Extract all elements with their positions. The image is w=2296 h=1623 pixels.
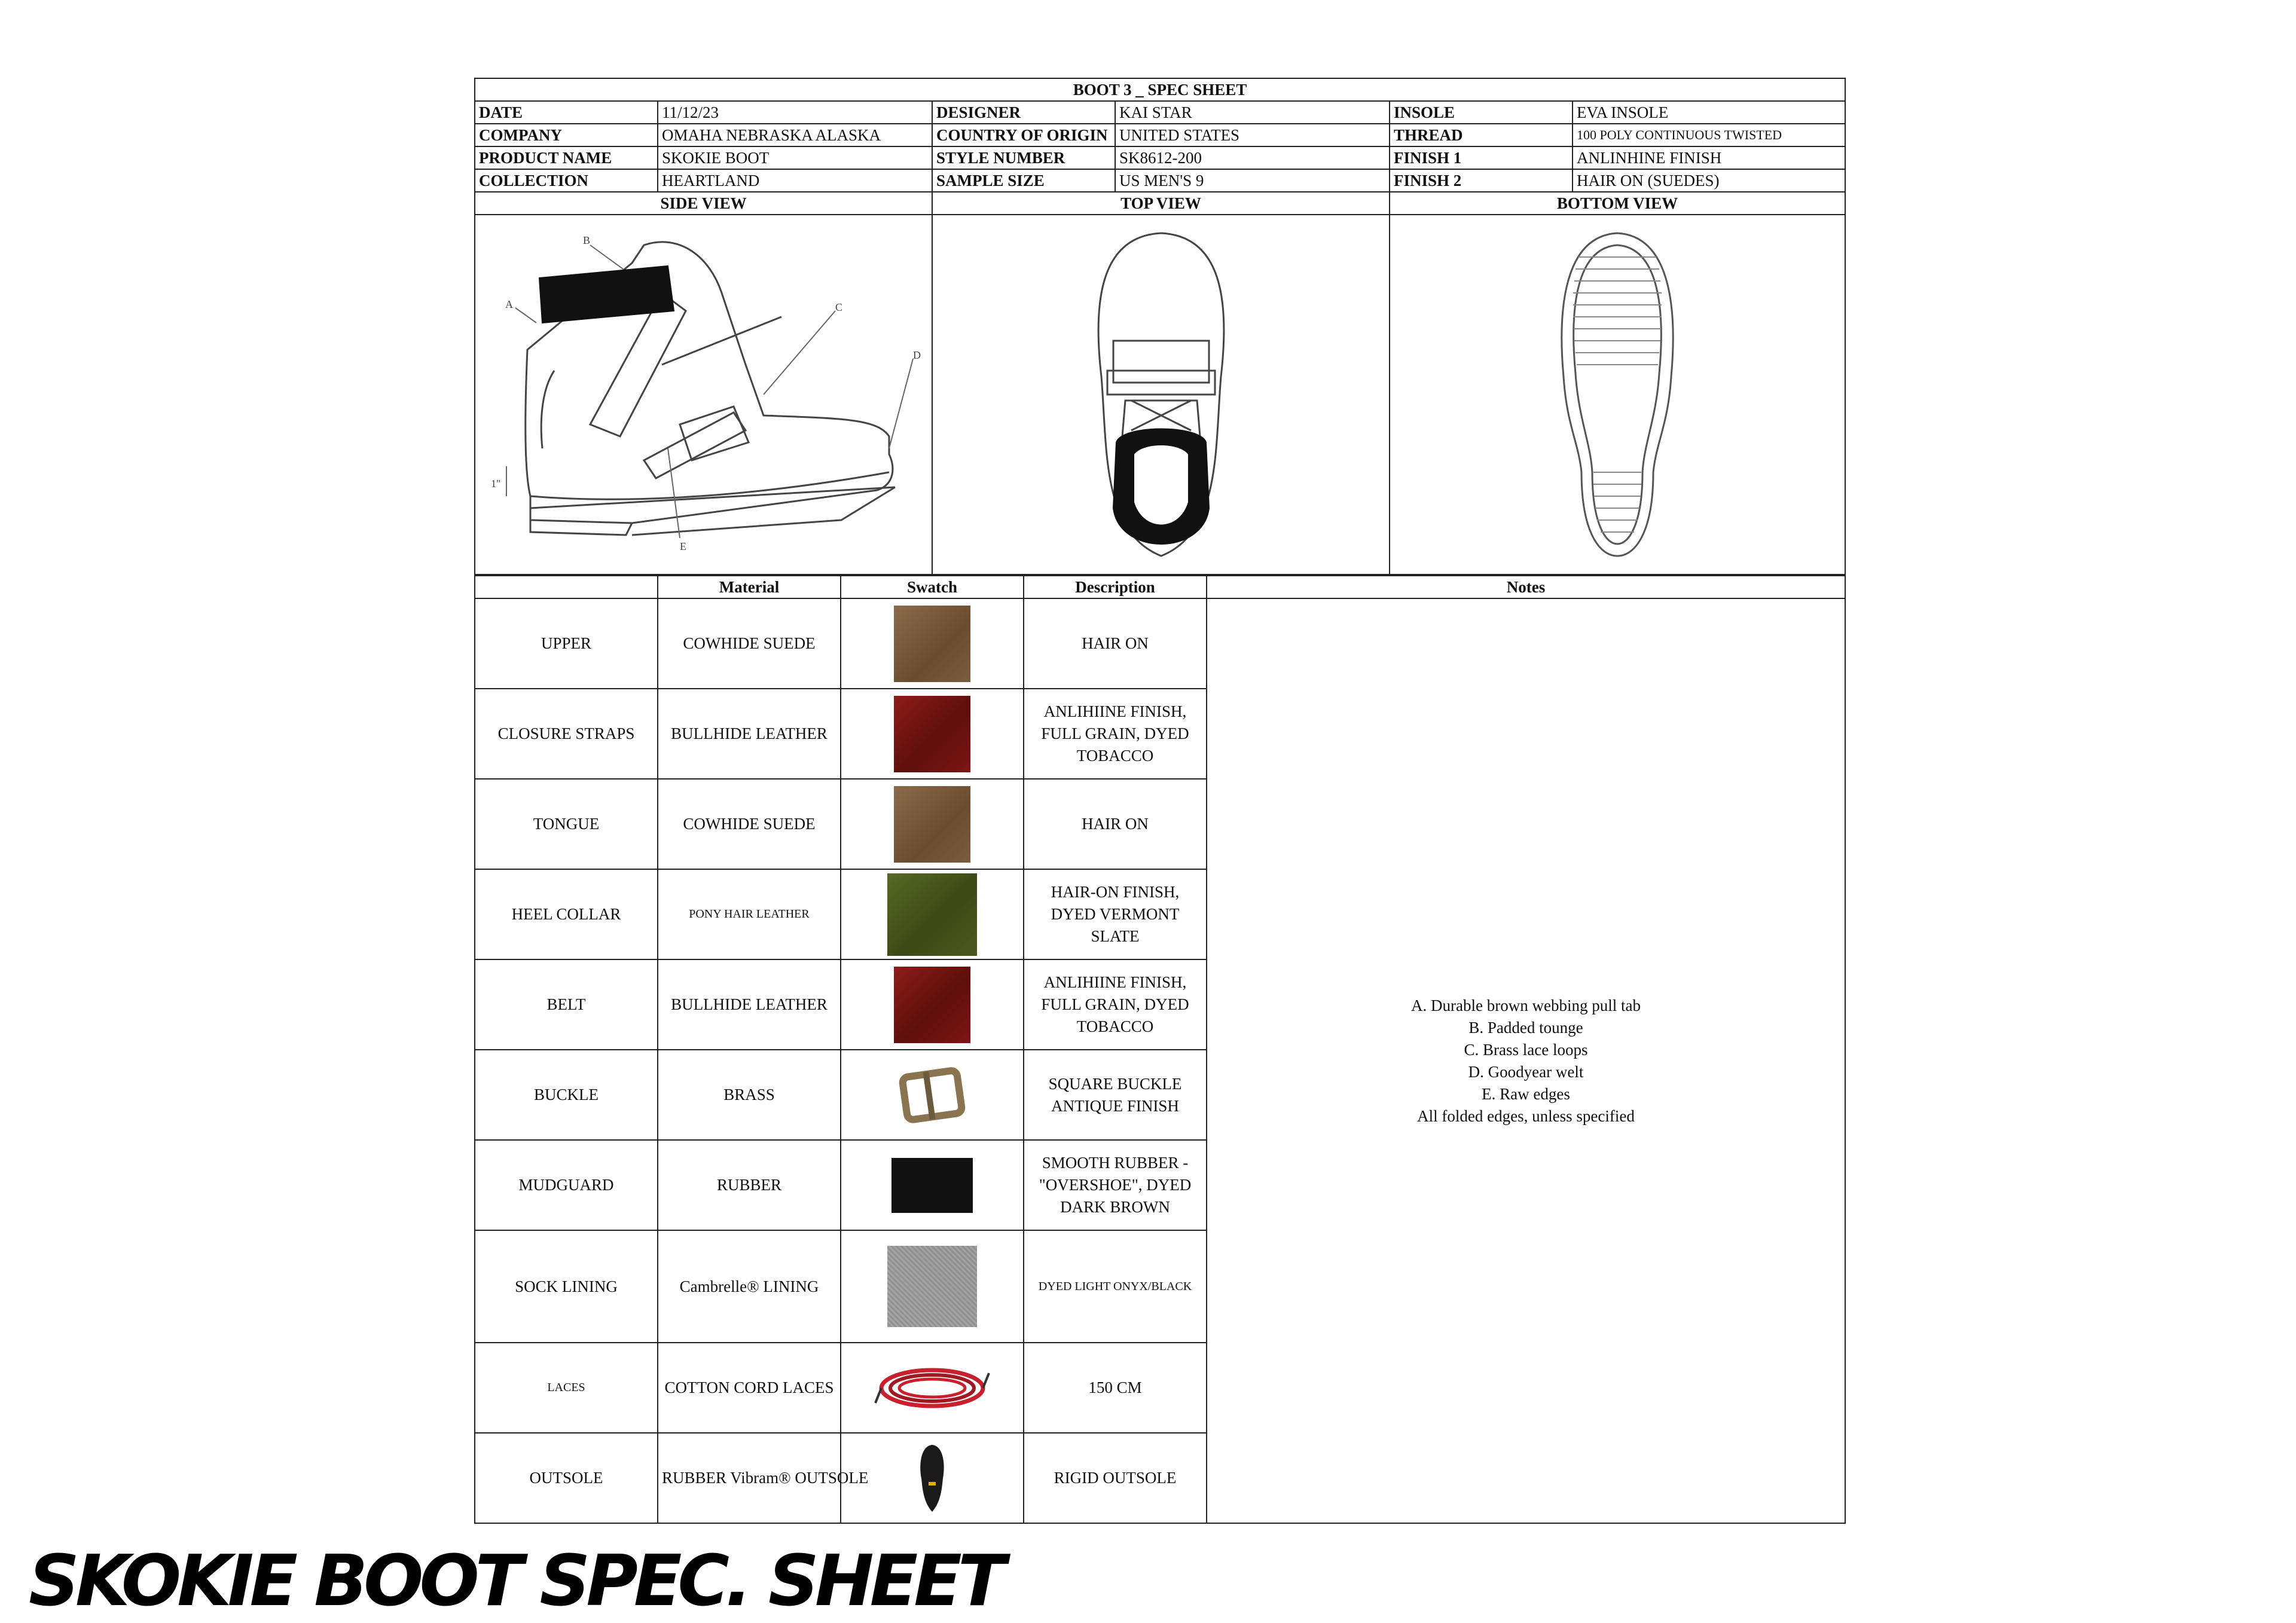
part-cell: UPPER [475,598,658,689]
description-cell: ANLIHIINE FINISH, FULL GRAIN, DYED TOBACCO [1024,689,1207,779]
callout-d: D [912,349,921,361]
green-pony-hair-swatch [887,873,977,956]
swatch-cell [841,1050,1024,1140]
note-a: A. Durable brown webbing pull tab [1411,996,1641,1014]
description-cell: HAIR ON [1024,598,1207,689]
callout-c: C [835,301,842,313]
material-cell: Cambrelle® LINING [658,1230,841,1343]
note-b: B. Padded tounge [1468,1018,1583,1037]
sheet-title: BOOT 3 _ SPEC SHEET [475,78,1845,101]
description-cell: HAIR ON [1024,779,1207,869]
material-cell: PONY HAIR LEATHER [658,869,841,959]
brown-suede-swatch [894,606,970,682]
material-cell: BULLHIDE LEATHER [658,959,841,1050]
red-leather-swatch [894,696,970,772]
description-cell: 150 CM [1024,1343,1207,1433]
product-name-label: PRODUCT NAME [475,146,658,169]
red-leather-swatch [894,967,970,1043]
sample-size-label: SAMPLE SIZE [932,169,1115,192]
designer-label: DESIGNER [932,101,1115,124]
boot-side-view-drawing [483,221,925,568]
description-cell: DYED LIGHT ONYX/BLACK [1024,1230,1207,1343]
bottom-view-heading: BOTTOM VIEW [1390,192,1845,215]
swatch-cell [841,1230,1024,1343]
part-cell: HEEL COLLAR [475,869,658,959]
insole-label: INSOLE [1390,101,1573,124]
part-cell: MUDGUARD [475,1140,658,1230]
top-view-panel [932,215,1390,574]
description-cell: SQUARE BUCKLE ANTIQUE FINISH [1024,1050,1207,1140]
note-c: C. Brass lace loops [1464,1040,1588,1059]
side-view-panel [475,215,932,574]
bottom-view-panel [1390,215,1845,574]
part-cell: CLOSURE STRAPS [475,689,658,779]
black-rubber-swatch [891,1158,973,1213]
description-cell: RIGID OUTSOLE [1024,1433,1207,1523]
style-number-label: STYLE NUMBER [932,146,1115,169]
materials-table [474,575,1846,1524]
swatch-cell [841,689,1024,779]
material-cell: COTTON CORD LACES [658,1343,841,1433]
swatch-cell [841,598,1024,689]
description-cell: ANLIHIINE FINISH, FULL GRAIN, DYED TOBACCO [1024,959,1207,1050]
spec-sheet [474,78,1845,1524]
company-label: COMPANY [475,124,658,146]
sample-size-value: US MEN'S 9 [1115,169,1390,192]
col-material-header: Material [658,576,841,598]
note-general: All folded edges, unless specified [1417,1107,1635,1125]
callout-b: B [582,234,590,246]
black-outsole-swatch [914,1442,950,1514]
notes-cell [1207,598,1845,1523]
swatch-cell [841,1343,1024,1433]
boot-bottom-view-drawing [1522,221,1713,568]
insole-value: EVA INSOLE [1573,101,1845,124]
swatch-cell [841,959,1024,1050]
col-swatch-header: Swatch [841,576,1024,598]
side-view-heading: SIDE VIEW [475,192,932,215]
material-cell: RUBBER Vibram® OUTSOLE [658,1433,841,1523]
callout-a: A [505,298,513,310]
country-value: UNITED STATES [1115,124,1390,146]
col-part-header [475,576,658,598]
note-d: D. Goodyear welt [1468,1062,1584,1081]
brown-suede-swatch [894,786,970,863]
style-number-value: SK8612-200 [1115,146,1390,169]
description-cell: SMOOTH RUBBER - "OVERSHOE", DYED DARK BROWN [1024,1140,1207,1230]
red-laces-swatch [875,1361,989,1415]
designer-value: KAI STAR [1115,101,1390,124]
part-cell: BELT [475,959,658,1050]
collection-value: HEARTLAND [658,169,932,192]
material-cell: BRASS [658,1050,841,1140]
swatch-cell [841,1140,1024,1230]
col-notes-header: Notes [1207,576,1845,598]
part-cell: TONGUE [475,779,658,869]
date-label: DATE [475,101,658,124]
part-cell: OUTSOLE [475,1433,658,1523]
header-table [474,78,1846,575]
brass-buckle-swatch [896,1065,968,1125]
material-cell: RUBBER [658,1140,841,1230]
callout-e: E [679,540,686,552]
material-cell: BULLHIDE LEATHER [658,689,841,779]
part-cell: LACES [475,1343,658,1433]
country-label: COUNTRY OF ORIGIN [932,124,1115,146]
thread-value: 100 POLY CONTINUOUS TWISTED [1573,124,1845,146]
boot-top-view-drawing [1065,221,1257,568]
finish1-label: FINISH 1 [1390,146,1573,169]
swatch-cell [841,779,1024,869]
material-cell: COWHIDE SUEDE [658,779,841,869]
table-row [475,598,1845,689]
part-cell: BUCKLE [475,1050,658,1140]
callout-height: 1" [490,478,500,490]
finish2-value: HAIR ON (SUEDES) [1573,169,1845,192]
date-value: 11/12/23 [658,101,932,124]
description-cell: HAIR-ON FINISH, DYED VERMONT SLATE [1024,869,1207,959]
thread-label: THREAD [1390,124,1573,146]
finish2-label: FINISH 2 [1390,169,1573,192]
swatch-cell [841,869,1024,959]
top-view-heading: TOP VIEW [932,192,1390,215]
product-name-value: SKOKIE BOOT [658,146,932,169]
page-title: SKOKIE BOOT SPEC. SHEET [29,1539,1002,1622]
grey-mesh-swatch [887,1246,977,1327]
collection-label: COLLECTION [475,169,658,192]
material-cell: COWHIDE SUEDE [658,598,841,689]
part-cell: SOCK LINING [475,1230,658,1343]
note-e: E. Raw edges [1482,1084,1570,1103]
company-value: OMAHA NEBRASKA ALASKA [658,124,932,146]
finish1-value: ANLINHINE FINISH [1573,146,1845,169]
col-description-header: Description [1024,576,1207,598]
